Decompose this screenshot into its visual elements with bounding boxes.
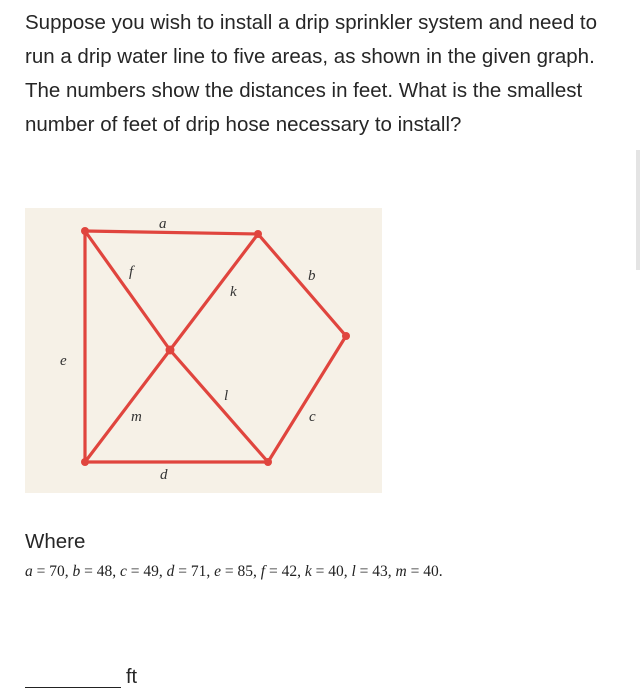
node-top-right [254,230,262,238]
edge-f [85,231,170,350]
edge-m [85,350,170,462]
node-bottom-left [81,458,89,466]
edge-a [85,231,258,234]
edge-label-e: e [60,353,67,369]
edge-value-c: c = 49, [120,563,167,580]
edge-values [25,563,625,581]
node-center [166,346,175,355]
edge-k [170,234,258,350]
edge-label-l: l [224,388,229,404]
edge-label-c: c [309,409,316,425]
edge-c [268,336,346,462]
edge-l [170,350,268,462]
where-title: Where [25,530,86,553]
edge-value-b: b = 48, [72,563,120,580]
edge-value-d: d = 71, [166,563,215,580]
edge-label-k: k [230,284,237,300]
answer-blank[interactable] [25,687,121,688]
edge-label-m: m [131,409,142,425]
answer-unit: ft [126,666,138,688]
sprinkler-graph [25,208,382,493]
edge-value-k: k = 40, [304,563,352,580]
graph-svg [25,208,382,493]
edge-label-d: d [160,467,168,483]
node-right [342,332,350,340]
node-top-left [81,227,89,235]
edge-b [258,234,346,336]
edge-label-a: a [159,216,167,232]
edge-label-b: b [308,268,316,284]
question-text: Suppose you wish to install a drip sprinkler system and need to run a drip water line to five areas, as shown in the given graph. The numbers show the distances in feet. What is the smallest number of feet of drip hose necessary to install? [25,11,598,136]
edge-value-l: l = 43, [351,563,396,580]
edge-value-m: m = 40. [395,563,443,580]
node-bottom-right [264,458,272,466]
edge-value-a: a = 70, [25,563,73,580]
edge-value-e: e = 85, [214,563,261,580]
scrollbar[interactable] [636,150,640,270]
edge-value-f: f = 42, [260,563,305,580]
edge-label-f: f [129,264,134,280]
